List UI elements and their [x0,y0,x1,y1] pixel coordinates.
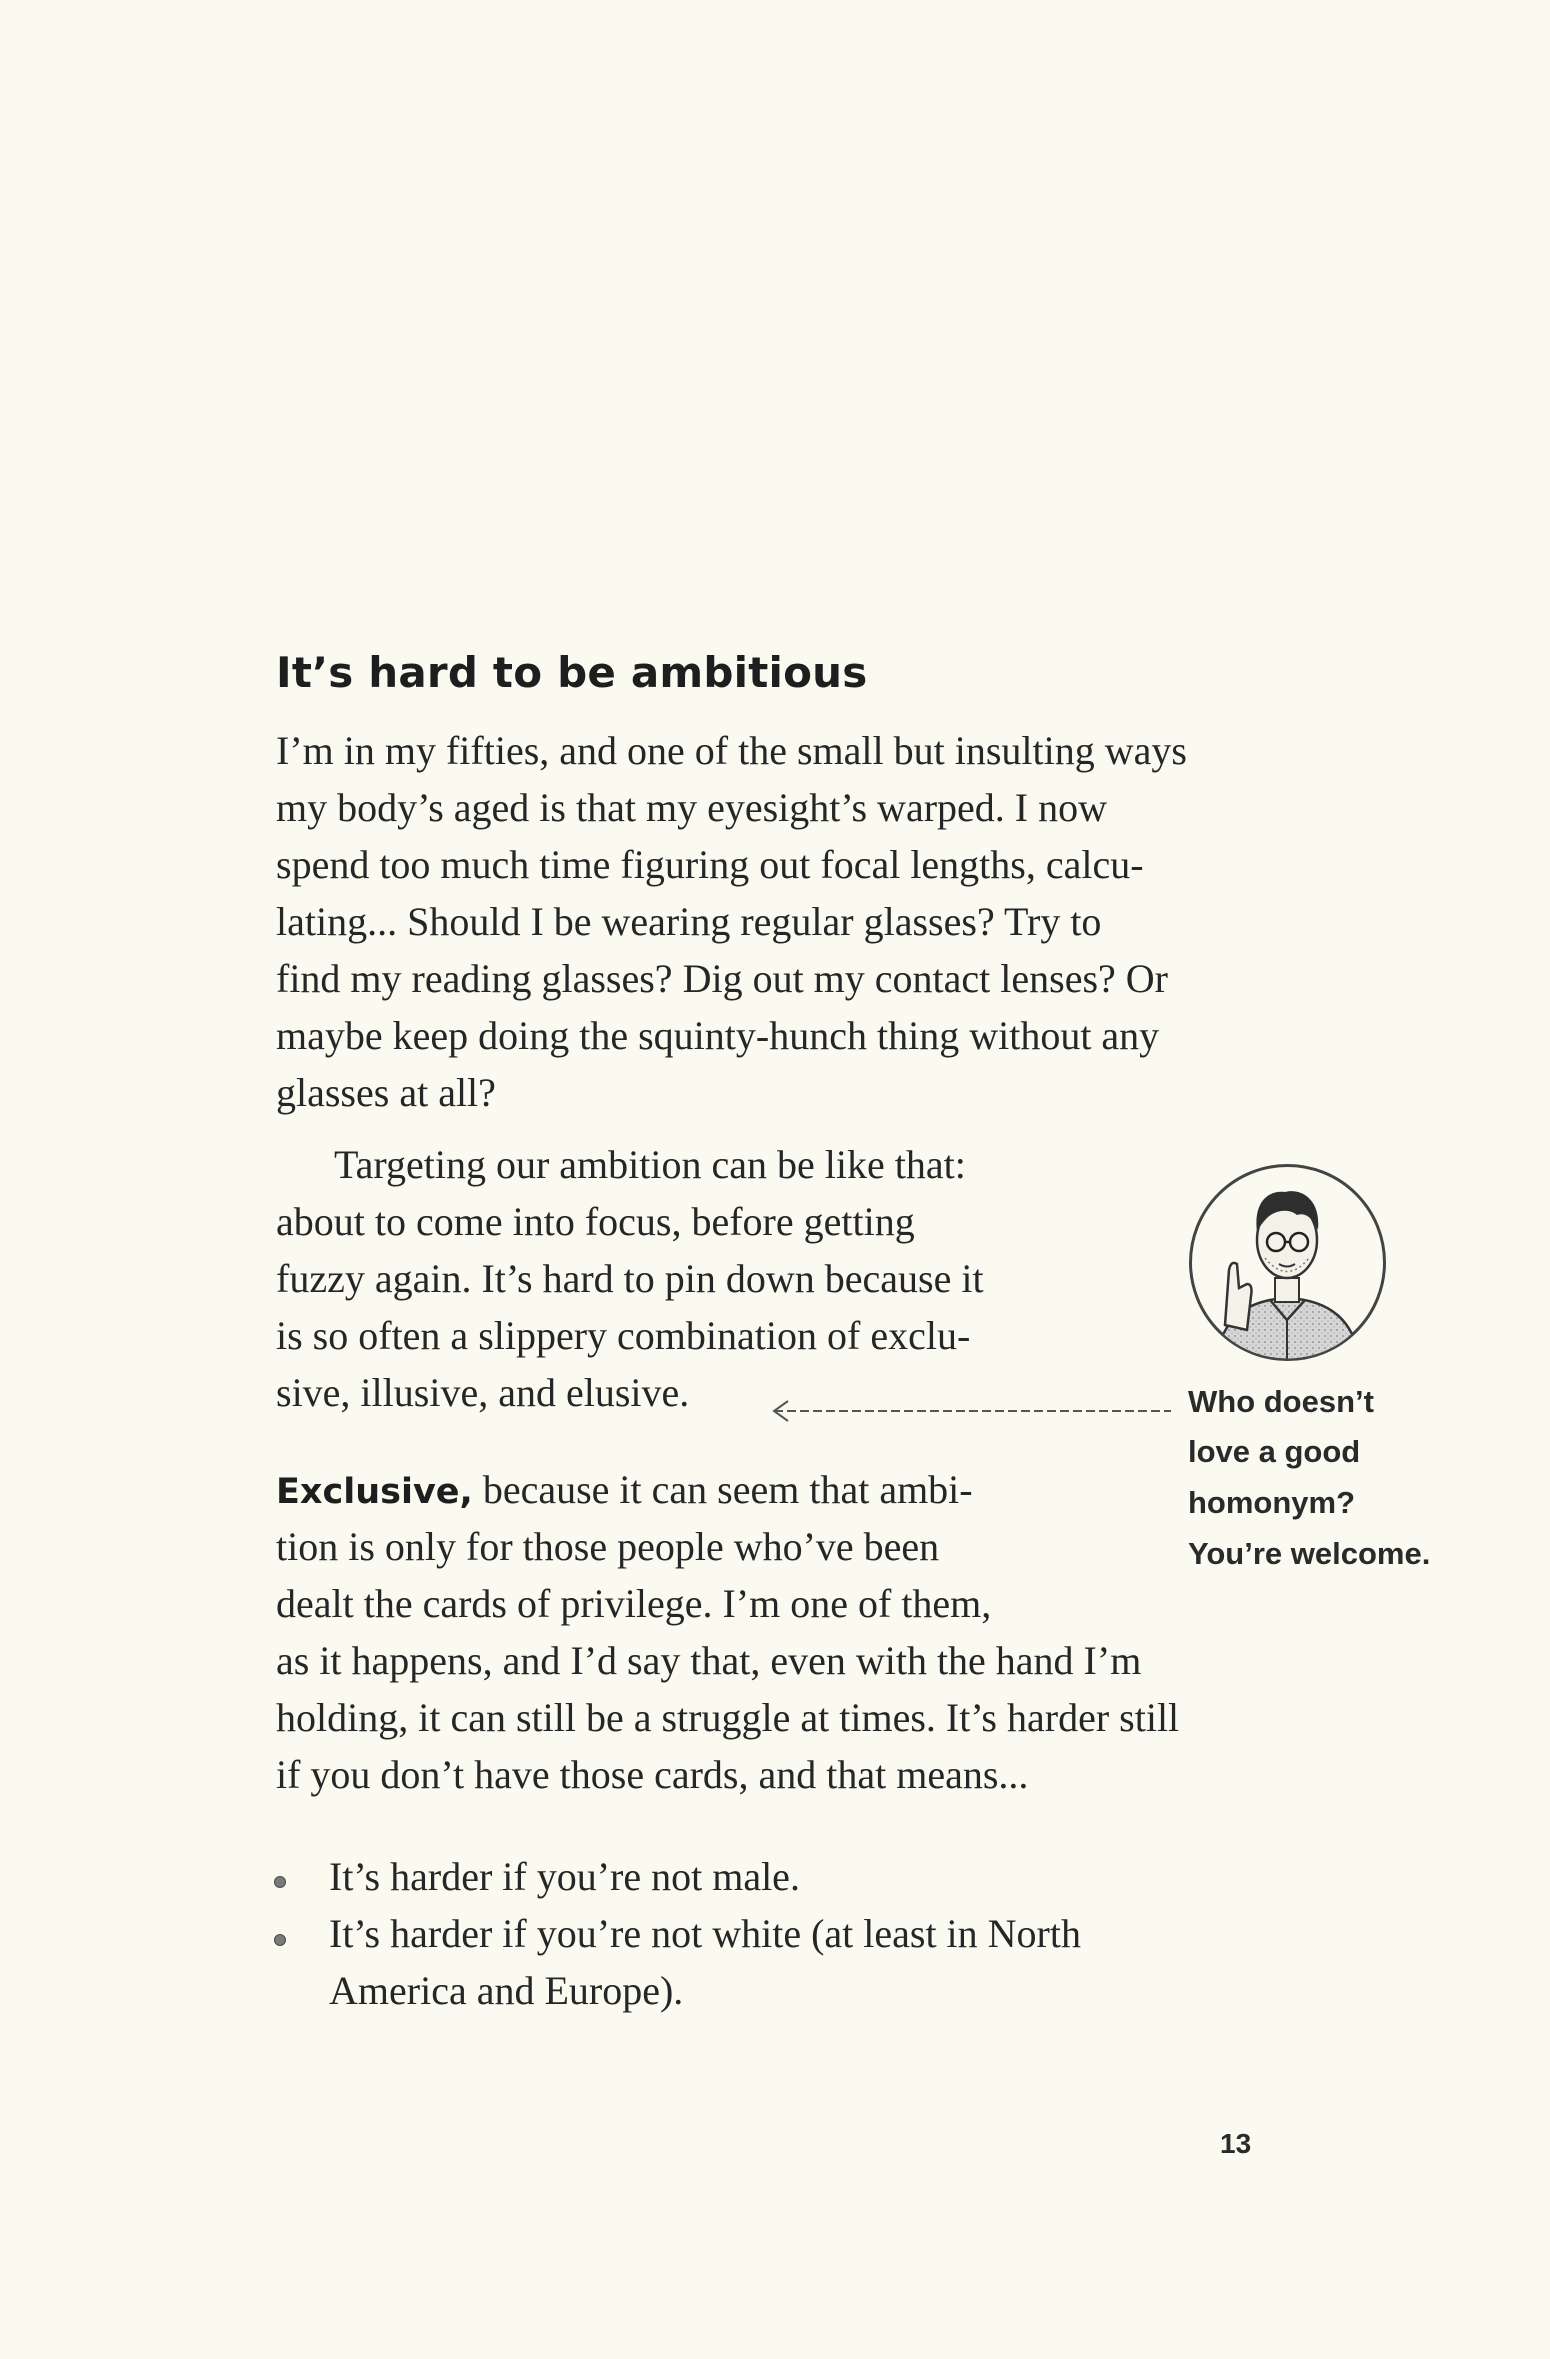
para3-line-3: dealt the cards of privilege. I’m one of them, [276,1581,992,1626]
page-number: 13 [1220,2128,1252,2159]
sidenote-line-2: love a good [1188,1434,1361,1469]
para3-line-5: holding, it can still be a struggle at times. It’s harder still [276,1695,1180,1740]
para3-line-6: if you don’t have those cards, and that means... [276,1752,1029,1797]
dashed-arrow-icon [766,1396,1176,1426]
bullet-dot-1 [274,1876,286,1888]
para1-line-1: I’m in my fifties, and one of the small but insulting ways [276,728,1187,773]
para2-line-3: fuzzy again. It’s hard to pin down because it [276,1256,984,1301]
bullet-dot-2 [274,1934,286,1946]
para3-line-2: tion is only for those people who’ve been [276,1524,940,1569]
author-avatar [1185,1160,1390,1365]
section-heading: It’s hard to be ambitious [276,648,868,697]
para2-line-4: is so often a slippery combination of exclu- [276,1313,971,1358]
para2-line-5: sive, illusive, and elusive. [276,1370,690,1415]
sidenote-line-1: Who doesn’t [1188,1384,1374,1419]
para2-line-1: Targeting our ambition can be like that: [334,1142,966,1187]
bullet-2-line-1: It’s harder if you’re not white (at least in North [329,1911,1081,1956]
para1-line-5: find my reading glasses? Dig out my contact lenses? Or [276,956,1168,1001]
bullet-2-line-2: America and Europe). [329,1968,684,2013]
para1-line-3: spend too much time figuring out focal lengths, calcu- [276,842,1144,887]
para3-line-1-text: because it can seem that ambi- [472,1467,973,1512]
para1-line-2: my body’s aged is that my eyesight’s warped. I now [276,785,1107,830]
para1-line-7: glasses at all? [276,1070,496,1115]
para3-line-4: as it happens, and I’d say that, even with the hand I’m [276,1638,1142,1683]
para1-line-6: maybe keep doing the squinty-hunch thing without any [276,1013,1160,1058]
para3-line-1 [276,1466,973,1516]
para2-line-2: about to come into focus, before getting [276,1199,915,1244]
sidenote-line-3: homonym? [1188,1485,1356,1520]
sidenote-line-4: You’re welcome. [1188,1536,1431,1571]
exclusive-term: Exclusive, [276,1472,473,1512]
bullet-1-line-1: It’s harder if you’re not male. [329,1854,800,1899]
para1-line-4: lating... Should I be wearing regular glasses? Try to [276,899,1102,944]
